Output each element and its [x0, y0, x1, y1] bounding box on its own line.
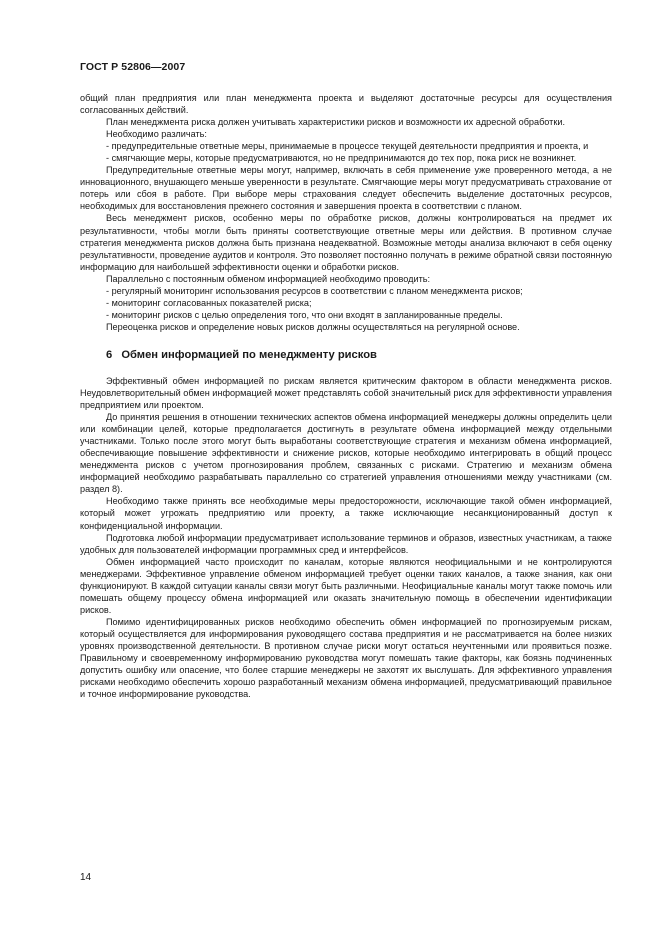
section-5-text: [80, 92, 612, 333]
paragraph: Переоценка рисков и определение новых рисков должны осуществляться на регулярной основе.: [106, 321, 520, 332]
paragraph: Необходимо также принять все необходимые меры предосторожности, исключающие такой обмен информацией, который может угрожать предприятию или проекту, а также исключающие несанкционированный доступ к конфиденциальной информации.: [80, 496, 612, 531]
paragraph: Помимо идентифицированных рисков необходимо обеспечить обмен информацией по прогнозируемым рискам, который осуществляется для информирования руководящего состава предприятия и не рассматривается на более низких уровнях производственной деятельности. В противном случае риски могут остаться неучтенными или проявиться позже. Правильному и своевременному информированию руководства могут помешать такие факторы, как боязнь подчиненных допустить ошибку или опасение, что более старшие менеджеры не захотят их выслушать. Для эффективного управления рисками необходимо обеспечить хорошо разработанный механизм обмена информацией, предусматривающий правильное и точное информирование руководства.: [80, 616, 612, 700]
paragraph: План менеджмента риска должен учитывать характеристики рисков и возможности их адресной обработки.: [106, 117, 565, 128]
paragraph: До принятия решения в отношении технических аспектов обмена информацией менеджеры должны определить цели или комбинации целей, которые предполагается достигнуть в результате обмена информацией между отдельными участниками. Только после этого могут быть выработаны соответствующие стратегия и механизм обмена информацией, обеспечивающие повышение эффективности и снижение рисков, которые необходимо интегрировать в общий процесс менеджмента рисков с учетом прогнозирования проблем, связанных с рисками. Стратегию и механизм обмена информацией необходимо разрабатывать параллельно со стратегией управления отношениями между участниками (см. раздел 8).: [80, 412, 612, 495]
paragraph: Предупредительные ответные меры могут, например, включать в себя применение уже проверенного метода, а не инновационного, внушающего меньше уверенности в результате. Смягчающие меры могут предусматривать страхование от потерь или сбоя в работе. При выборе меры страхования следует обеспечить выделение достаточных ресурсов, необходимых для восстановления прежнего состояния и завершения проекта в соответствии с планом.: [80, 165, 612, 212]
paragraph: Подготовка любой информации предусматривает использование терминов и образов, известных участникам, а также удобных для пользователей информации программных сред и интерфейсов.: [80, 532, 612, 555]
paragraph: - регулярный мониторинг использования ресурсов в соответствии с планом менеджмента рисков;: [106, 285, 523, 296]
page-content: [80, 92, 612, 700]
section-6-heading: [106, 348, 612, 362]
section-number: 6: [106, 348, 113, 361]
section-6-text: [80, 375, 612, 700]
page-number: 14: [80, 872, 92, 883]
paragraph: общий план предприятия или план менеджмента проекта и выделяют достаточные ресурсы для осуществления согласованных действий.: [80, 93, 612, 116]
paragraph: Весь менеджмент рисков, особенно меры по обработке рисков, должны контролироваться на предмет их результативности, чтобы могли быть приняты соответствующие ответные меры или действия. В противном случае стратегия менеджмента рисков должна быть признана неадекватной. Возможные методы анализа включают в себя оценку результативности, проведение аудитов и контроля. Это позволяет постоянно получать в режиме обратной связи постоянную информацию для наибольшей эффективности оценки и обработки рисков.: [80, 213, 612, 272]
paragraph: - мониторинг согласованных показателей риска;: [106, 297, 312, 308]
paragraph: Эффективный обмен информацией по рискам является критическим фактором в области менеджмента рисков. Неудовлетворительный обмен информацией может представлять собой значительный риск для эффективности управления предприятием или проектом.: [80, 375, 613, 411]
paragraph: - предупредительные ответные меры, принимаемые в процессе текущей деятельности предприятия и проекта, и: [106, 141, 589, 152]
paragraph: Параллельно с постоянным обменом информацией необходимо проводить:: [106, 273, 431, 284]
document-header: ГОСТ Р 52806—2007: [80, 61, 186, 73]
section-title: Обмен информацией по менеджменту рисков: [121, 348, 377, 361]
paragraph: Необходимо различать:: [106, 129, 207, 140]
paragraph: - смягчающие меры, которые предусматриваются, но не предпринимаются до тех пор, пока риск не возникнет.: [106, 153, 577, 164]
paragraph: Обмен информацией часто происходит по каналам, которые являются неофициальными и не контролируются менеджерами. Эффективное управление обменом информацией требует оценки таких каналов, а также знания, как они функционируют. В каждой ситуации каналы связи могут быть различными. Неофициальные каналы могут также помочь или помешать общему процессу обмена информацией или оказать значительную помощь в обеспечении идентификации рисков.: [80, 556, 612, 615]
paragraph: - мониторинг рисков с целью определения того, что они входят в запланированные пределы.: [106, 309, 503, 320]
